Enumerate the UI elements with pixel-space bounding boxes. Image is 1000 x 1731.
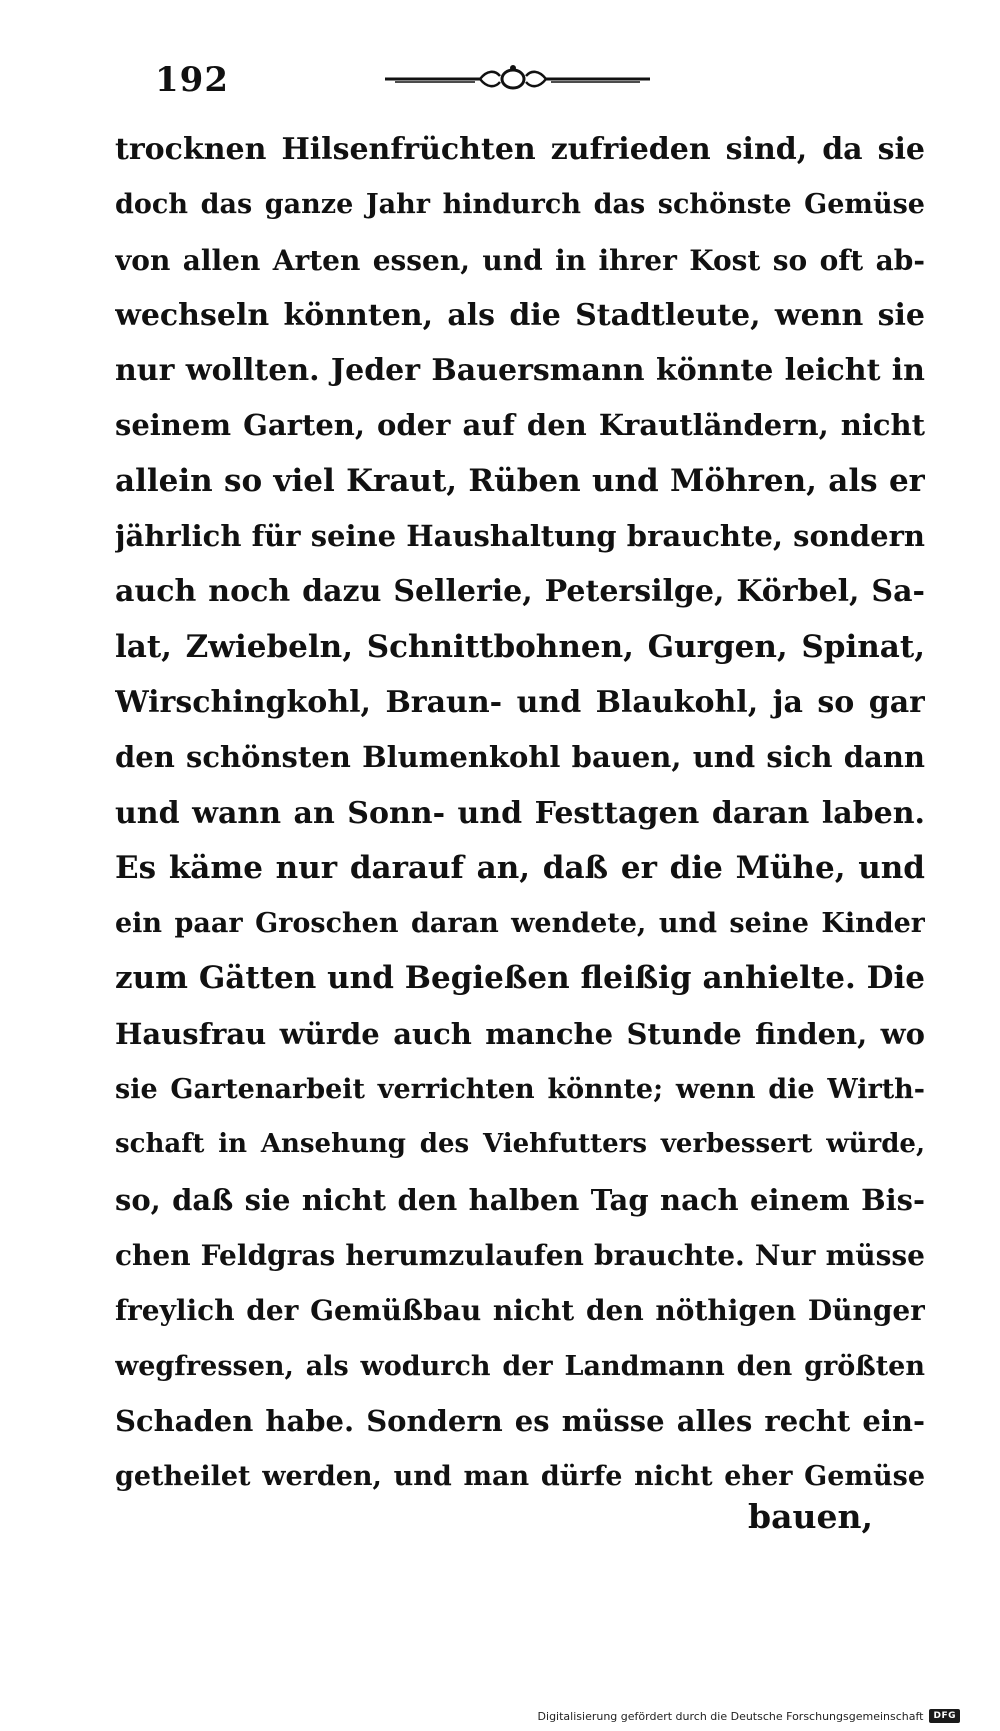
text-line: so, daß sie nicht den halben Tag nach einem Bis- [115, 1182, 925, 1217]
page-number: 192 [155, 60, 229, 100]
body-text [115, 122, 925, 1504]
text-line: ein paar Groschen daran wendete, und seine Kinder [115, 908, 925, 940]
text-line: wegfressen, als wodurch der Landmann den größten [115, 1350, 925, 1382]
text-line: freylich der Gemüßbau nicht den nöthigen Dünger [115, 1294, 925, 1328]
text-line: chen Feldgras herumzulaufen brauchte. Nur müsse [115, 1238, 925, 1272]
catchword: bauen, [748, 1497, 873, 1536]
text-line: getheilet werden, und man dürfe nicht eher Gemüse [115, 1461, 925, 1493]
text-line: Es käme nur darauf an, daß er die Mühe, und [115, 849, 925, 886]
text-line: nur wollten. Jeder Bauersmann könnte leicht in [115, 353, 925, 389]
text-line: jährlich für seine Haushaltung brauchte, sondern [115, 519, 925, 554]
text-line: seinem Garten, oder auf den Krautländern, nicht [115, 408, 925, 443]
text-line: und wann an Sonn- und Festtagen daran laben. [115, 795, 925, 831]
text-line: sie Gartenarbeit verrichten könnte; wenn die Wirth- [115, 1074, 925, 1106]
text-line: zum Gätten und Begießen fleißig anhielte. Die [115, 960, 925, 997]
text-line: wechseln könnten, als die Stadtleute, wenn sie [115, 297, 925, 333]
text-line: allein so viel Kraut, Rüben und Möhren, als er [115, 462, 925, 499]
text-line: lat, Zwiebeln, Schnittbohnen, Gurgen, Spinat, [115, 628, 925, 665]
text-line: doch das ganze Jahr hindurch das schönste Gemüse [115, 189, 925, 221]
printer-ornament-icon [385, 62, 650, 96]
credit-text: Digitalisierung gefördert durch die Deutsche Forschungsgemeinschaft [537, 1709, 924, 1723]
dfg-logo-icon: DFG [929, 1709, 960, 1723]
text-line: Schaden habe. Sondern es müsse alles recht ein- [115, 1403, 925, 1438]
text-line: Wirschingkohl, Braun- und Blaukohl, ja so gar [115, 684, 925, 720]
text-line: schaft in Ansehung des Viehfutters verbessert würde, [115, 1129, 925, 1160]
text-line: Hausfrau würde auch manche Stunde finden, wo [115, 1016, 925, 1051]
text-line: auch noch dazu Sellerie, Petersilge, Körbel, Sa- [115, 574, 925, 610]
text-line: den schönsten Blumenkohl bauen, und sich dann [115, 740, 925, 775]
text-line: trocknen Hilsenfrüchten zufrieden sind, da sie [115, 132, 925, 167]
digitization-credit [538, 1709, 960, 1723]
text-line: von allen Arten essen, und in ihrer Kost so oft ab- [115, 243, 925, 277]
